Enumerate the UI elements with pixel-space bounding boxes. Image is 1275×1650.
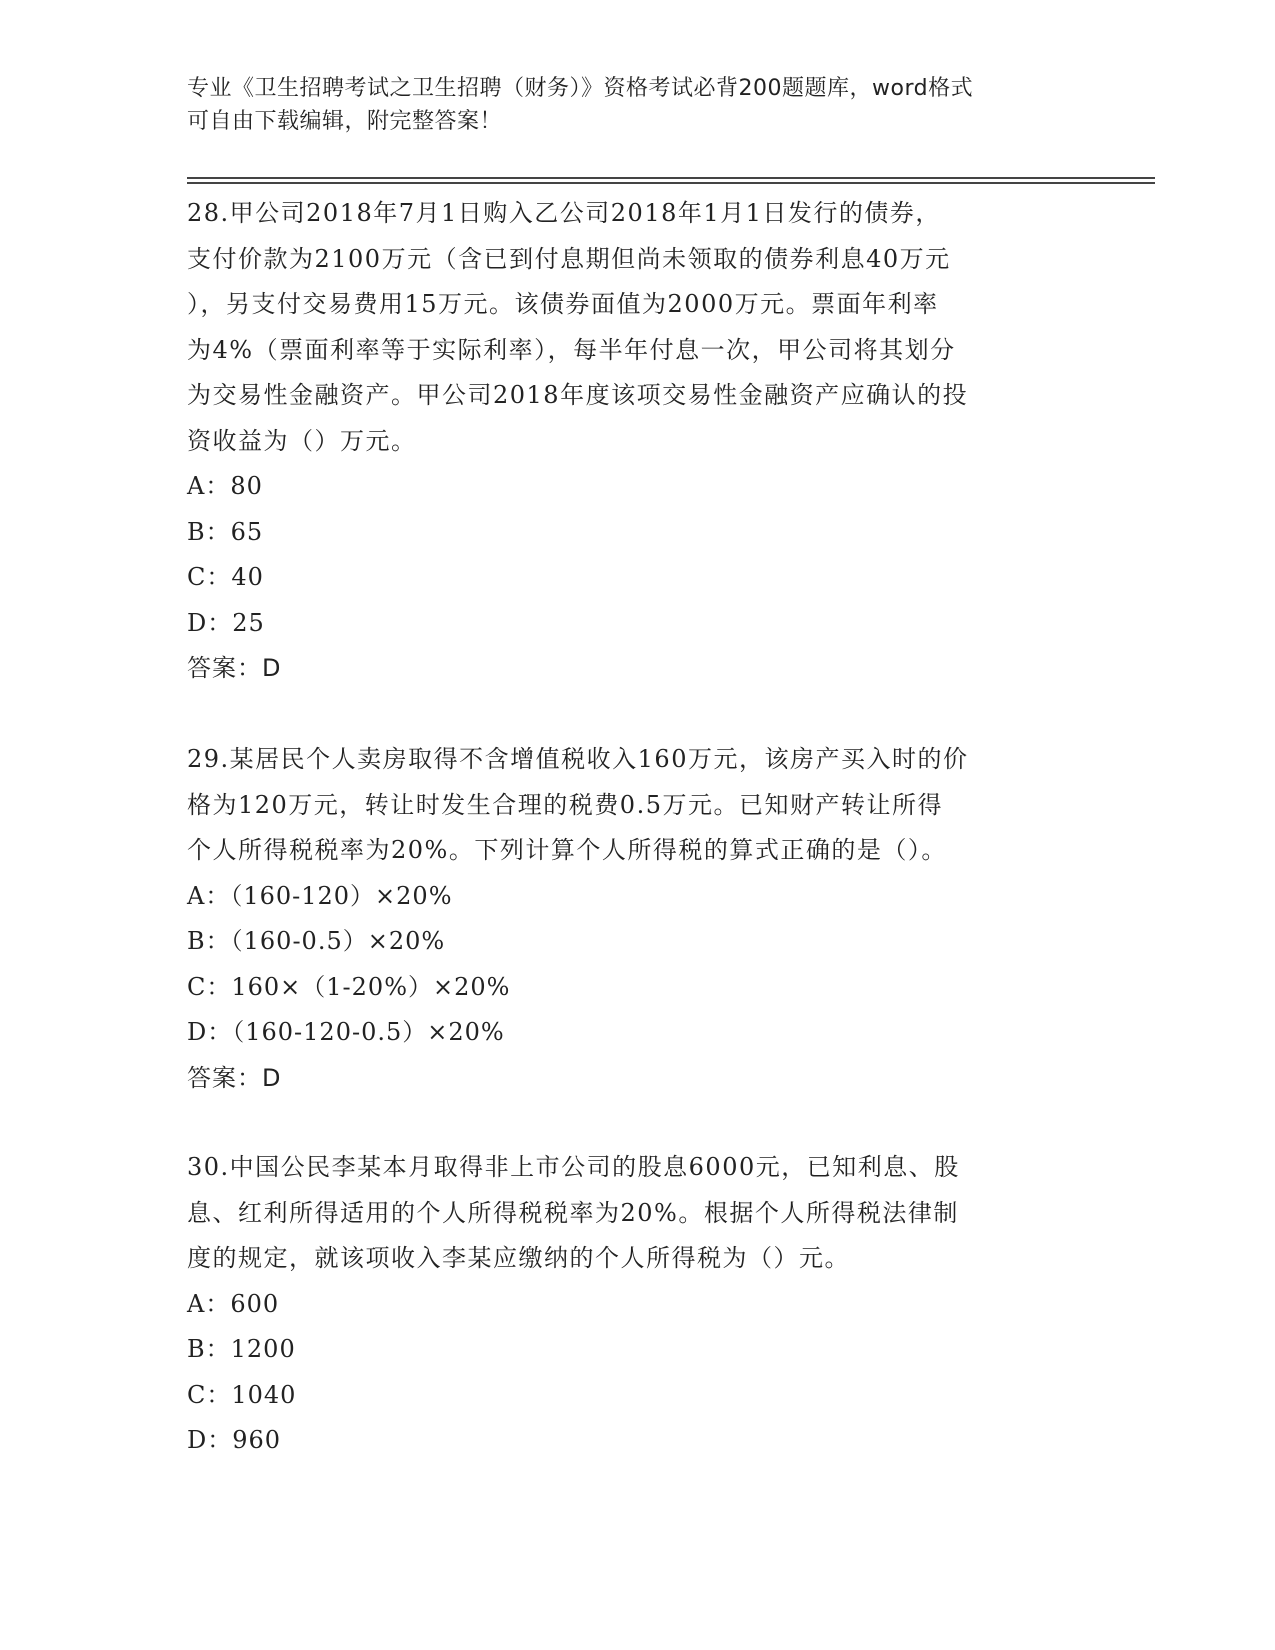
- option-d: D：960: [187, 1426, 282, 1454]
- option-a: A：600: [187, 1289, 280, 1318]
- question-28: [187, 191, 1087, 692]
- question-29: [187, 737, 1087, 1101]
- question-text-line: 息、红利所得适用的个人所得税税率为20%。根据个人所得税法律制: [187, 1198, 959, 1227]
- question-text-line: 29.某居民个人卖房取得不含增值税收入160万元，该房产买入时的价: [187, 745, 969, 773]
- header-line-2: 可自由下载编辑，附完整答案！: [187, 109, 503, 134]
- question-text-line: 30.中国公民李某本月取得非上市公司的股息6000元，已知利息、股: [187, 1153, 960, 1181]
- option-c: C：40: [187, 563, 264, 591]
- answer-key: 答案：D: [187, 654, 282, 682]
- question-text-line: ），另支付交易费用15万元。该债券面值为2000万元。票面年利率: [187, 290, 939, 318]
- header-divider-top: [187, 177, 1155, 179]
- option-d: D：（160-120-0.5）×20%: [187, 1018, 505, 1046]
- answer-key: 答案：D: [187, 1063, 282, 1092]
- option-b: B：1200: [187, 1335, 296, 1363]
- option-b: B：65: [187, 517, 264, 546]
- document-header: [187, 72, 1067, 138]
- question-text-line: 资收益为（）万元。: [187, 426, 417, 455]
- question-text-line: 个人所得税税率为20%。下列计算个人所得税的算式正确的是（）。: [187, 836, 947, 864]
- question-text-line: 为4%（票面利率等于实际利率），每半年付息一次，甲公司将其划分: [187, 335, 956, 364]
- option-c: C：1040: [187, 1380, 297, 1409]
- option-d: D：25: [187, 608, 265, 637]
- question-text-line: 格为120万元，转让时发生合理的税费0.5万元。已知财产转让所得: [187, 790, 943, 819]
- header-divider-bottom: [187, 182, 1155, 184]
- question-30: [187, 1145, 1087, 1464]
- question-text-line: 为交易性金融资产。甲公司2018年度该项交易性金融资产应确认的投: [187, 381, 969, 409]
- option-a: A：（160-120）×20%: [187, 881, 453, 910]
- question-text-line: 度的规定，就该项收入李某应缴纳的个人所得税为（）元。: [187, 1244, 850, 1272]
- option-c: C：160×（1-20%）×20%: [187, 972, 511, 1001]
- question-text-line: 28.甲公司2018年7月1日购入乙公司2018年1月1日发行的债券，: [187, 199, 941, 227]
- option-b: B：（160-0.5）×20%: [187, 927, 446, 955]
- option-a: A：80: [187, 472, 263, 500]
- header-line-1: 专业《卫生招聘考试之卫生招聘（财务）》资格考试必背200题题库，word格式: [187, 76, 974, 101]
- question-text-line: 支付价款为2100万元（含已到付息期但尚未领取的债券利息40万元: [187, 244, 951, 273]
